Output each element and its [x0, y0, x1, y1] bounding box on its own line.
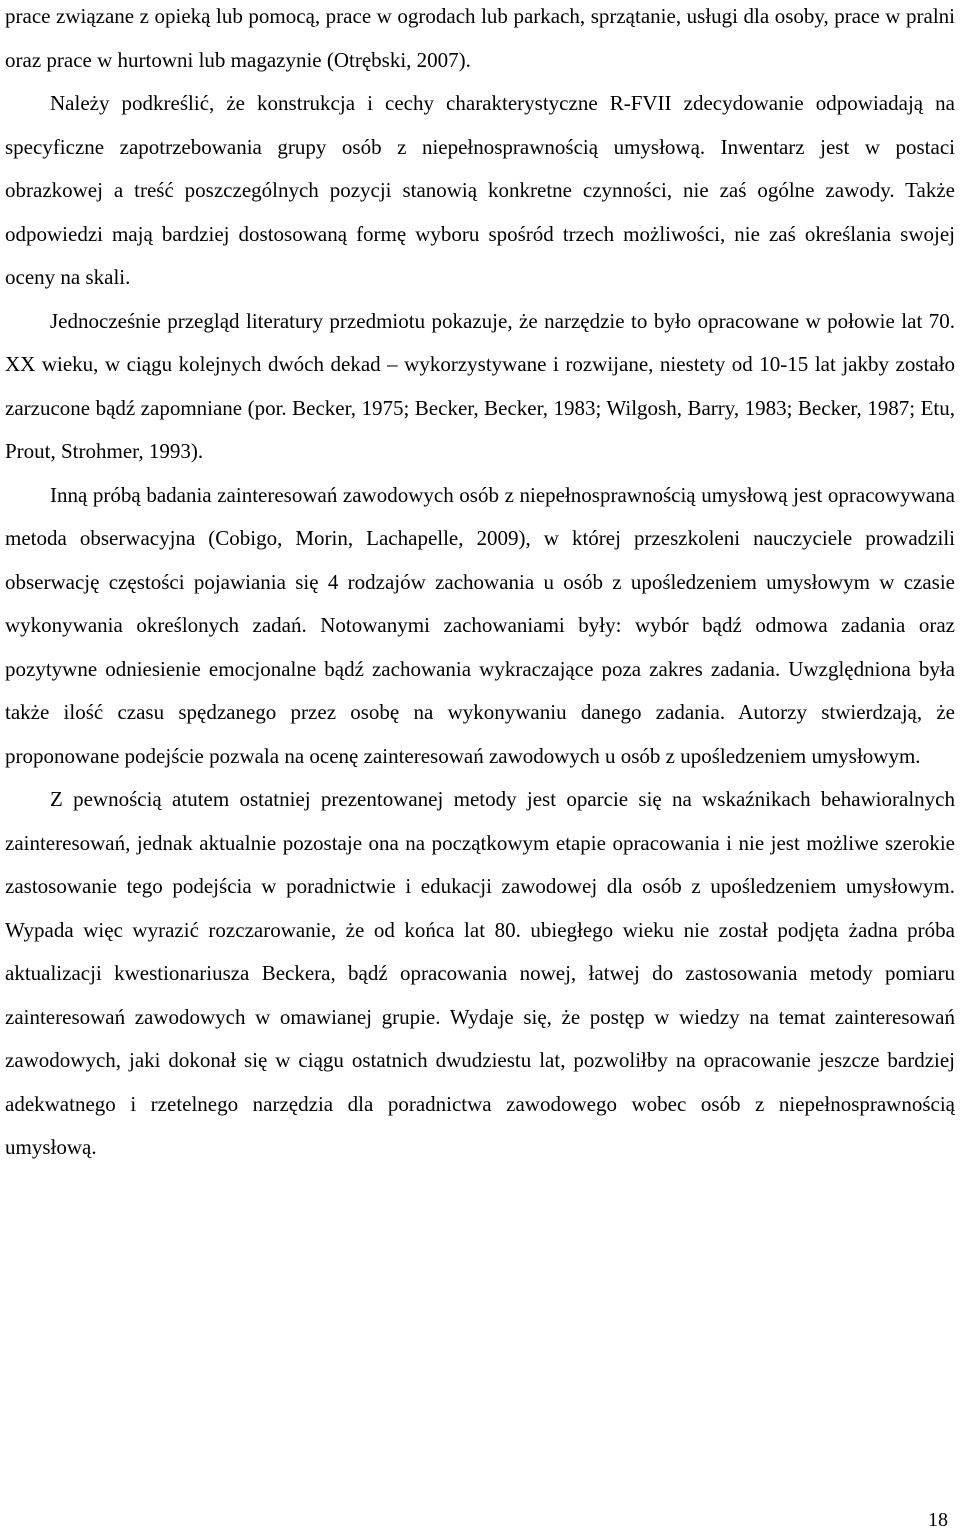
- paragraph-literature-review: Jednocześnie przegląd literatury przedmiotu pokazuje, że narzędzie to było opracowane w połowie lat 70. XX wieku, w ciągu kolejnych dwóch dekad – wykorzystywane i rozwijane, niestety od 10-15 lat jakby zostało zarzucone bądź zapomniane (por. Becker, 1975; Becker, Becker, 1983; Wilgosh, Barry, 1983; Becker, 1987; Etu, Prout, Strohmer, 1993).: [5, 308, 955, 463]
- document-page: [5, 0, 955, 1170]
- paragraph-conclusion: Z pewnością atutem ostatniej prezentowanej metody jest oparcie się na wskaźnikach behawioralnych zainteresowań, jednak aktualnie pozostaje ona na początkowym etapie opracowania i nie jest możliwe szerokie zastosowanie tego podejścia w poradnictwie i edukacji zawodowej dla osób z upośledzeniem umysłowym. Wypada więc wyrazić rozczarowanie, że od końca lat 80. ubiegłego wieku nie został podjęta żadna próba aktualizacji kwestionariusza Beckera, bądź opracowania nowej, łatwej do zastosowania metody pomiaru zainteresowań zawodowych w omawianej grupie. Wydaje się, że postęp w wiedzy na temat zainteresowań zawodowych, jaki dokonał się w ciągu ostatnich dwudziestu lat, pozwoliłby na opracowanie jeszcze bardziej adekwatnego i rzetelnego narzędzia dla poradnictwa zawodowego wobec osób z niepełnosprawnością umysłową.: [5, 787, 955, 1159]
- paragraph-observational-method: Inną próbą badania zainteresowań zawodowych osób z niepełnosprawnością umysłową jest opracowywana metoda obserwacyjna (Cobigo, Morin, Lachapelle, 2009), w której przeszkoleni nauczyciele prowadzili obserwację częstości pojawiania się 4 rodzajów zachowania u osób z upośledzeniem umysłowym w czasie wykonywania określonych zadań. Notowanymi zachowaniami były: wybór bądź odmowa zadania oraz pozytywne odniesienie emocjonalne bądź zachowania wykraczające poza zakres zadania. Uwzględniona była także ilość czasu spędzanego przez osobę na wykonywaniu danego zadania. Autorzy stwierdzają, że proponowane podejście pozwala na ocenę zainteresowań zawodowych u osób z upośledzeniem umysłowym.: [5, 482, 955, 768]
- paragraph-rfvii-characteristics: Należy podkreślić, że konstrukcja i cechy charakterystyczne R-FVII zdecydowanie odpowiadają na specyficzne zapotrzebowania grupy osób z niepełnosprawnością umysłową. Inwentarz jest w postaci obrazkowej a treść poszczególnych pozycji stanowią konkretne czynności, nie zaś ogólne zawody. Także odpowiedzi mają bardziej dostosowaną formę wyboru spośród trzech możliwości, nie zaś określania swojej oceny na skali.: [5, 91, 955, 289]
- paragraph-continuation: prace związane z opieką lub pomocą, prace w ogrodach lub parkach, sprzątanie, usługi dla osoby, prace w pralni oraz prace w hurtowni lub magazynie (Otrębski, 2007).: [5, 4, 955, 72]
- page-number: 18: [928, 1509, 948, 1531]
